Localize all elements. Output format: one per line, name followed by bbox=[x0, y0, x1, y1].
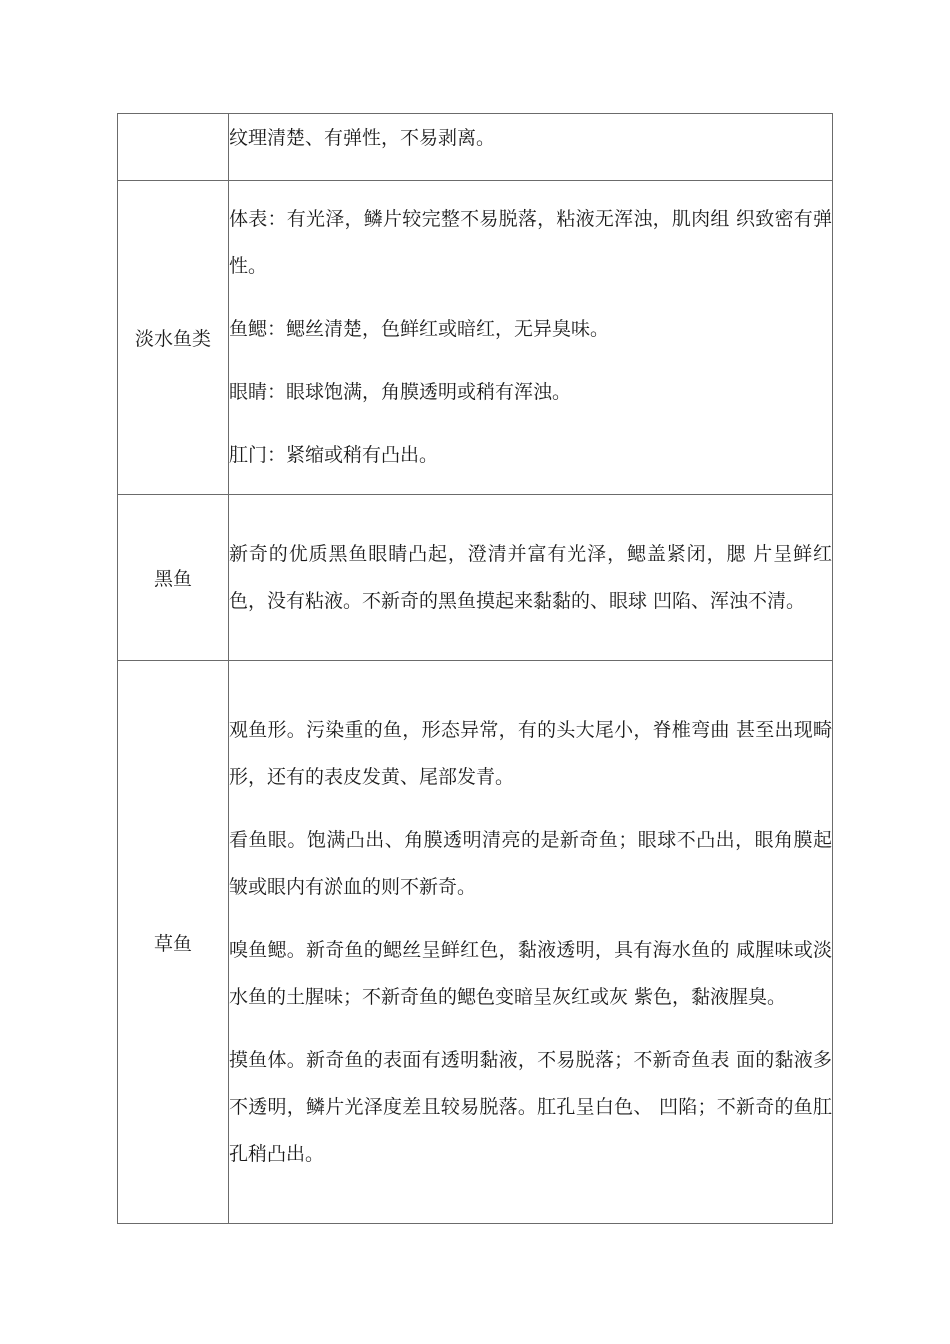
content-paragraph: 摸鱼体。新奇鱼的表面有透明黏液，不易脱落；不新奇鱼表 面的黏液多不透明，鳞片光泽度差且较易脱落。肛孔呈白色、 凹陷；不新奇的鱼肛孔稍凸出。 bbox=[229, 1048, 832, 1165]
content-paragraph: 体表：有光泽，鳞片较完整不易脱落，粘液无浑浊，肌肉组 织致密有弹性。 bbox=[229, 208, 832, 277]
content-paragraph: 嗅鱼鳃。新奇鱼的鳃丝呈鲜红色，黏液透明，具有海水鱼的 咸腥味或淡水鱼的土腥味；不新奇鱼的鳃色变暗呈灰红或灰 紫色，黏液腥臭。 bbox=[229, 938, 832, 1008]
content-paragraph: 纹理清楚、有弹性，不易剥离。 bbox=[229, 127, 496, 149]
content-paragraph: 看鱼眼。饱满凸出、角膜透明清亮的是新奇鱼；眼球不凸出，眼角膜起皱或眼内有淤血的则不新奇。 bbox=[229, 828, 832, 898]
row-label: 草鱼 bbox=[118, 661, 229, 1224]
table-row bbox=[118, 114, 833, 181]
content-paragraph: 观鱼形。污染重的鱼，形态异常，有的头大尾小，脊椎弯曲 甚至出现畸形，还有的表皮发黄、尾部发青。 bbox=[229, 718, 832, 788]
content-paragraph: 肛门：紧缩或稍有凸出。 bbox=[229, 444, 439, 466]
row-label: 淡水鱼类 bbox=[118, 181, 229, 495]
row-label: 黑鱼 bbox=[118, 495, 229, 661]
fish-quality-table bbox=[117, 113, 833, 1224]
row-content bbox=[229, 181, 833, 495]
table-row bbox=[118, 181, 833, 495]
content-paragraph: 新奇的优质黑鱼眼睛凸起，澄清并富有光泽，鳃盖紧闭，腮 片呈鲜红色，没有粘液。不新奇的黑鱼摸起来黏黏的、眼球 凹陷、浑浊不清。 bbox=[229, 542, 832, 612]
content-paragraph: 鱼鳃：鳃丝清楚，色鲜红或暗红，无异臭味。 bbox=[229, 318, 610, 340]
row-label bbox=[118, 114, 229, 181]
row-content bbox=[229, 661, 833, 1224]
table-row bbox=[118, 661, 833, 1224]
row-content bbox=[229, 114, 833, 181]
row-content bbox=[229, 495, 833, 661]
table-row bbox=[118, 495, 833, 661]
content-paragraph: 眼睛：眼球饱满，角膜透明或稍有浑浊。 bbox=[229, 381, 572, 403]
